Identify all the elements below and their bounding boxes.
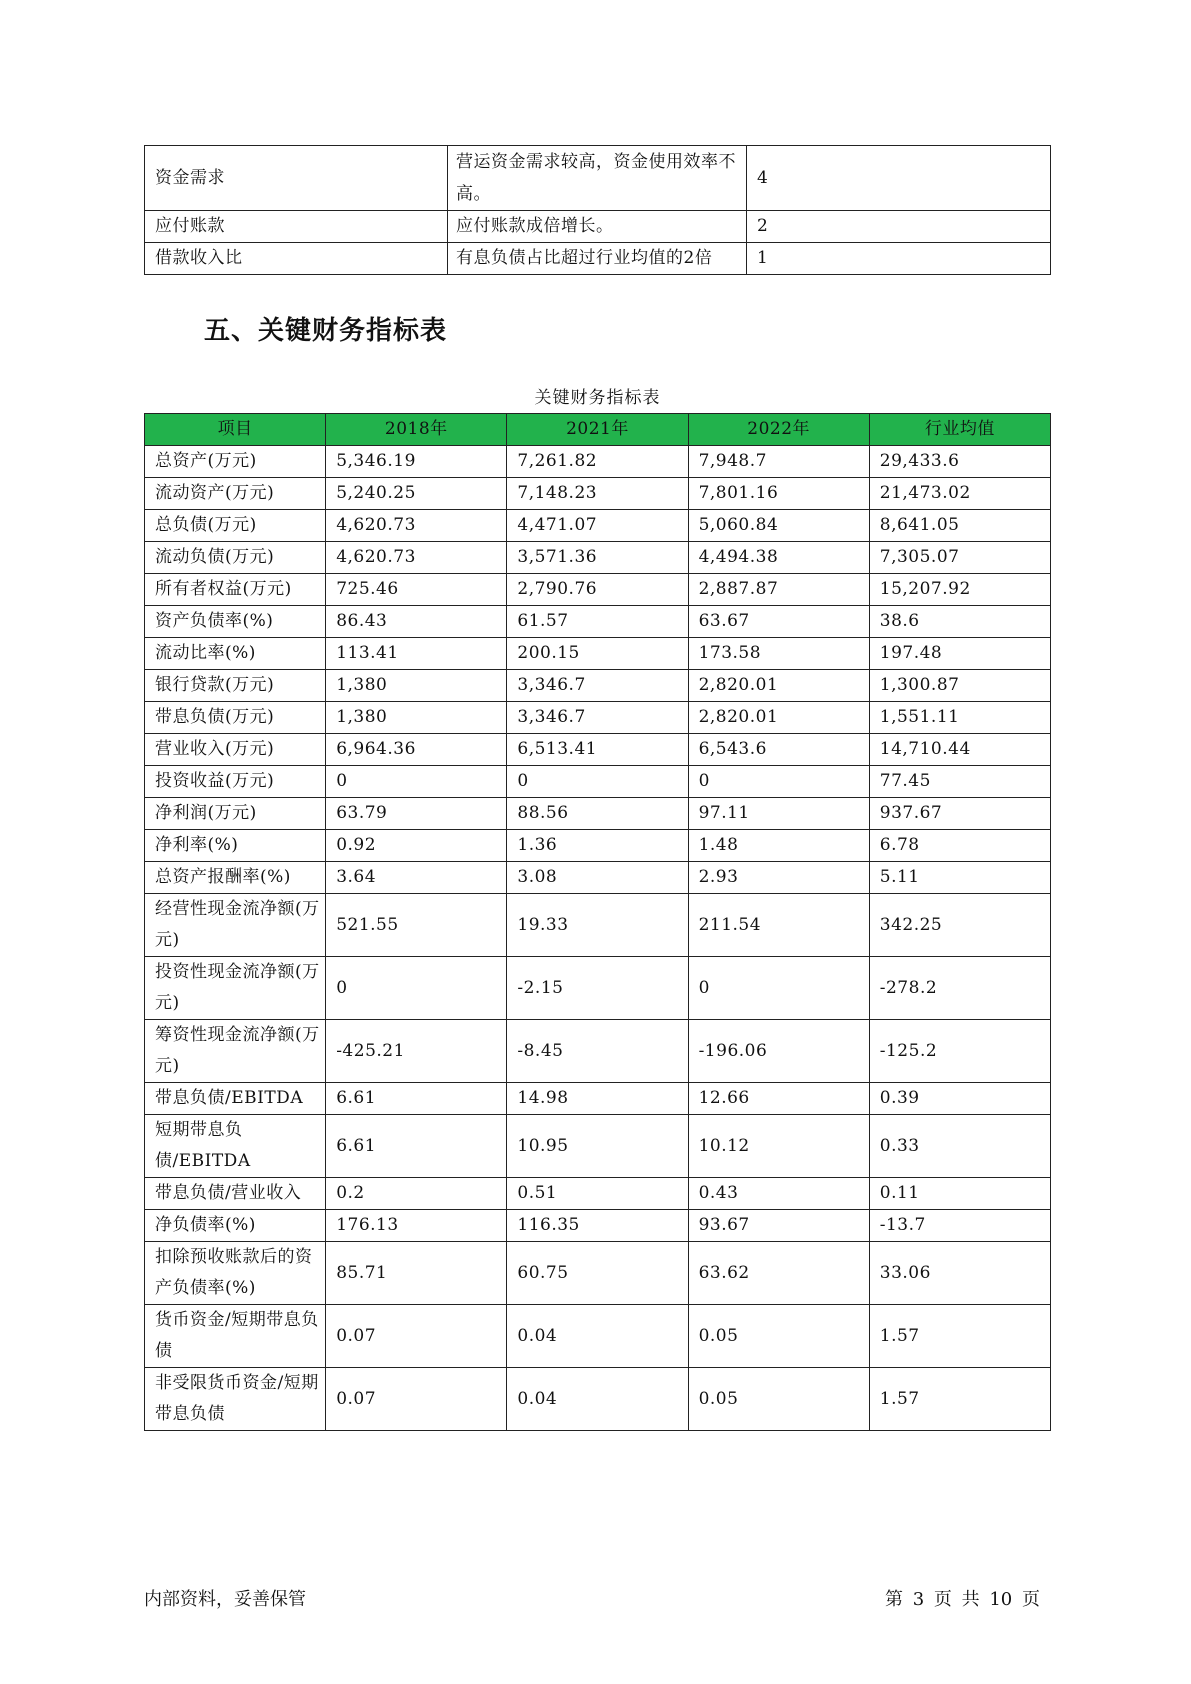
table-row: [145, 510, 1051, 542]
section-heading: 五、关键财务指标表: [204, 316, 448, 346]
value-2018-cell: 3.64: [326, 862, 507, 894]
table-row: [145, 670, 1051, 702]
table-row: [145, 1178, 1051, 1210]
value-2022-cell: 63.62: [688, 1242, 869, 1305]
industry-avg-cell: -125.2: [869, 1020, 1050, 1083]
value-2021-cell: 3.08: [507, 862, 688, 894]
value-2018-cell: 85.71: [326, 1242, 507, 1305]
industry-avg-cell: 14,710.44: [869, 734, 1050, 766]
row-label-cell: 总资产报酬率(%): [145, 862, 326, 894]
value-2018-cell: 0.92: [326, 830, 507, 862]
table-row: [145, 446, 1051, 478]
row-label-cell: 筹资性现金流净额(万元): [145, 1020, 326, 1083]
value-2022-cell: 211.54: [688, 894, 869, 957]
value-2018-cell: 1,380: [326, 702, 507, 734]
value-2021-cell: 19.33: [507, 894, 688, 957]
table-row: [145, 574, 1051, 606]
industry-avg-cell: 937.67: [869, 798, 1050, 830]
table-caption: 关键财务指标表: [534, 388, 661, 408]
value-2018-cell: 0.07: [326, 1368, 507, 1431]
row-label-cell: 流动比率(%): [145, 638, 326, 670]
value-2021-cell: 61.57: [507, 606, 688, 638]
table-row: [145, 1305, 1051, 1368]
value-2018-cell: 0: [326, 957, 507, 1020]
industry-avg-cell: 7,305.07: [869, 542, 1050, 574]
value-2022-cell: 7,948.7: [688, 446, 869, 478]
row-label-cell: 带息负债(万元): [145, 702, 326, 734]
risk-item-cell: 资金需求: [145, 146, 448, 211]
row-label-cell: 流动资产(万元): [145, 478, 326, 510]
value-2021-cell: -2.15: [507, 957, 688, 1020]
table-row: [145, 211, 1051, 243]
table-row: [145, 894, 1051, 957]
industry-avg-cell: 1,551.11: [869, 702, 1050, 734]
risk-desc-cell: 营运资金需求较高，资金使用效率不高。: [448, 146, 747, 211]
value-2021-cell: 7,261.82: [507, 446, 688, 478]
industry-avg-cell: 8,641.05: [869, 510, 1050, 542]
value-2018-cell: 176.13: [326, 1210, 507, 1242]
table-row: [145, 1083, 1051, 1115]
value-2021-cell: 0.04: [507, 1368, 688, 1431]
industry-avg-cell: -13.7: [869, 1210, 1050, 1242]
row-label-cell: 扣除预收账款后的资产负债率(%): [145, 1242, 326, 1305]
value-2021-cell: 3,571.36: [507, 542, 688, 574]
table-row: [145, 702, 1051, 734]
column-header-2018: 2018年: [326, 414, 507, 446]
value-2022-cell: 4,494.38: [688, 542, 869, 574]
value-2021-cell: 0.04: [507, 1305, 688, 1368]
industry-avg-cell: 197.48: [869, 638, 1050, 670]
footer-page-number: 第 3 页 共 10 页: [885, 1589, 1040, 1610]
value-2018-cell: 0.2: [326, 1178, 507, 1210]
risk-item-cell: 应付账款: [145, 211, 448, 243]
row-label-cell: 带息负债/EBITDA: [145, 1083, 326, 1115]
industry-avg-cell: 21,473.02: [869, 478, 1050, 510]
table-row: [145, 1115, 1051, 1178]
table-row: [145, 734, 1051, 766]
value-2022-cell: 2.93: [688, 862, 869, 894]
row-label-cell: 流动负债(万元): [145, 542, 326, 574]
industry-avg-cell: 0.33: [869, 1115, 1050, 1178]
risk-score-cell: 2: [747, 211, 1051, 243]
column-header-item: 项目: [145, 414, 326, 446]
risk-factor-table: [144, 145, 1051, 275]
table-row: [145, 1020, 1051, 1083]
value-2022-cell: 63.67: [688, 606, 869, 638]
industry-avg-cell: 0.39: [869, 1083, 1050, 1115]
table-row: [145, 542, 1051, 574]
value-2022-cell: 0.43: [688, 1178, 869, 1210]
table-row: [145, 862, 1051, 894]
industry-avg-cell: 342.25: [869, 894, 1050, 957]
table-row: [145, 1210, 1051, 1242]
risk-score-cell: 1: [747, 243, 1051, 275]
value-2022-cell: -196.06: [688, 1020, 869, 1083]
value-2018-cell: 5,240.25: [326, 478, 507, 510]
row-label-cell: 资产负债率(%): [145, 606, 326, 638]
row-label-cell: 总资产(万元): [145, 446, 326, 478]
value-2021-cell: 3,346.7: [507, 702, 688, 734]
risk-desc-cell: 有息负债占比超过行业均值的2倍: [448, 243, 747, 275]
column-header-industry-avg: 行业均值: [869, 414, 1050, 446]
value-2021-cell: 88.56: [507, 798, 688, 830]
column-header-2022: 2022年: [688, 414, 869, 446]
industry-avg-cell: -278.2: [869, 957, 1050, 1020]
industry-avg-cell: 77.45: [869, 766, 1050, 798]
value-2021-cell: 6,513.41: [507, 734, 688, 766]
industry-avg-cell: 1.57: [869, 1368, 1050, 1431]
key-financial-indicators-table: [144, 413, 1051, 1431]
row-label-cell: 净利润(万元): [145, 798, 326, 830]
value-2022-cell: 7,801.16: [688, 478, 869, 510]
value-2022-cell: 2,820.01: [688, 702, 869, 734]
value-2018-cell: 63.79: [326, 798, 507, 830]
row-label-cell: 总负债(万元): [145, 510, 326, 542]
footer-confidential-note: 内部资料，妥善保管: [144, 1589, 306, 1610]
row-label-cell: 非受限货币资金/短期带息负债: [145, 1368, 326, 1431]
table-row: [145, 606, 1051, 638]
value-2022-cell: 10.12: [688, 1115, 869, 1178]
table-row: [145, 798, 1051, 830]
row-label-cell: 经营性现金流净额(万元): [145, 894, 326, 957]
value-2022-cell: 93.67: [688, 1210, 869, 1242]
value-2022-cell: 0: [688, 957, 869, 1020]
row-label-cell: 投资性现金流净额(万元): [145, 957, 326, 1020]
industry-avg-cell: 0.11: [869, 1178, 1050, 1210]
column-header-2021: 2021年: [507, 414, 688, 446]
industry-avg-cell: 29,433.6: [869, 446, 1050, 478]
value-2018-cell: 521.55: [326, 894, 507, 957]
row-label-cell: 货币资金/短期带息负债: [145, 1305, 326, 1368]
value-2018-cell: 6.61: [326, 1115, 507, 1178]
value-2021-cell: 1.36: [507, 830, 688, 862]
value-2022-cell: 97.11: [688, 798, 869, 830]
industry-avg-cell: 1.57: [869, 1305, 1050, 1368]
industry-avg-cell: 6.78: [869, 830, 1050, 862]
value-2022-cell: 0: [688, 766, 869, 798]
industry-avg-cell: 1,300.87: [869, 670, 1050, 702]
value-2018-cell: 6.61: [326, 1083, 507, 1115]
value-2022-cell: 0.05: [688, 1305, 869, 1368]
value-2018-cell: 0.07: [326, 1305, 507, 1368]
table-row: [145, 1368, 1051, 1431]
value-2018-cell: 5,346.19: [326, 446, 507, 478]
value-2021-cell: 60.75: [507, 1242, 688, 1305]
value-2022-cell: 1.48: [688, 830, 869, 862]
row-label-cell: 所有者权益(万元): [145, 574, 326, 606]
industry-avg-cell: 38.6: [869, 606, 1050, 638]
industry-avg-cell: 33.06: [869, 1242, 1050, 1305]
value-2022-cell: 5,060.84: [688, 510, 869, 542]
table-row: [145, 957, 1051, 1020]
row-label-cell: 银行贷款(万元): [145, 670, 326, 702]
value-2021-cell: 7,148.23: [507, 478, 688, 510]
value-2021-cell: 10.95: [507, 1115, 688, 1178]
row-label-cell: 营业收入(万元): [145, 734, 326, 766]
risk-desc-cell: 应付账款成倍增长。: [448, 211, 747, 243]
value-2021-cell: 0.51: [507, 1178, 688, 1210]
value-2021-cell: 2,790.76: [507, 574, 688, 606]
value-2021-cell: 0: [507, 766, 688, 798]
table-header-row: [145, 414, 1051, 446]
value-2018-cell: 86.43: [326, 606, 507, 638]
table-body: [145, 446, 1051, 1431]
table-row: [145, 243, 1051, 275]
value-2018-cell: 6,964.36: [326, 734, 507, 766]
value-2022-cell: 2,887.87: [688, 574, 869, 606]
table-row: [145, 830, 1051, 862]
value-2021-cell: 14.98: [507, 1083, 688, 1115]
row-label-cell: 投资收益(万元): [145, 766, 326, 798]
value-2022-cell: 12.66: [688, 1083, 869, 1115]
table-row: [145, 1242, 1051, 1305]
industry-avg-cell: 5.11: [869, 862, 1050, 894]
value-2018-cell: 1,380: [326, 670, 507, 702]
value-2018-cell: 4,620.73: [326, 510, 507, 542]
table-row: [145, 146, 1051, 211]
value-2018-cell: -425.21: [326, 1020, 507, 1083]
value-2022-cell: 173.58: [688, 638, 869, 670]
value-2022-cell: 6,543.6: [688, 734, 869, 766]
risk-score-cell: 4: [747, 146, 1051, 211]
value-2021-cell: 3,346.7: [507, 670, 688, 702]
value-2018-cell: 113.41: [326, 638, 507, 670]
industry-avg-cell: 15,207.92: [869, 574, 1050, 606]
risk-item-cell: 借款收入比: [145, 243, 448, 275]
table-row: [145, 766, 1051, 798]
value-2021-cell: 4,471.07: [507, 510, 688, 542]
row-label-cell: 净负债率(%): [145, 1210, 326, 1242]
value-2018-cell: 0: [326, 766, 507, 798]
value-2018-cell: 4,620.73: [326, 542, 507, 574]
value-2022-cell: 2,820.01: [688, 670, 869, 702]
table-row: [145, 638, 1051, 670]
value-2021-cell: 116.35: [507, 1210, 688, 1242]
row-label-cell: 短期带息负债/EBITDA: [145, 1115, 326, 1178]
value-2021-cell: -8.45: [507, 1020, 688, 1083]
row-label-cell: 净利率(%): [145, 830, 326, 862]
row-label-cell: 带息负债/营业收入: [145, 1178, 326, 1210]
table-row: [145, 478, 1051, 510]
value-2022-cell: 0.05: [688, 1368, 869, 1431]
value-2021-cell: 200.15: [507, 638, 688, 670]
value-2018-cell: 725.46: [326, 574, 507, 606]
